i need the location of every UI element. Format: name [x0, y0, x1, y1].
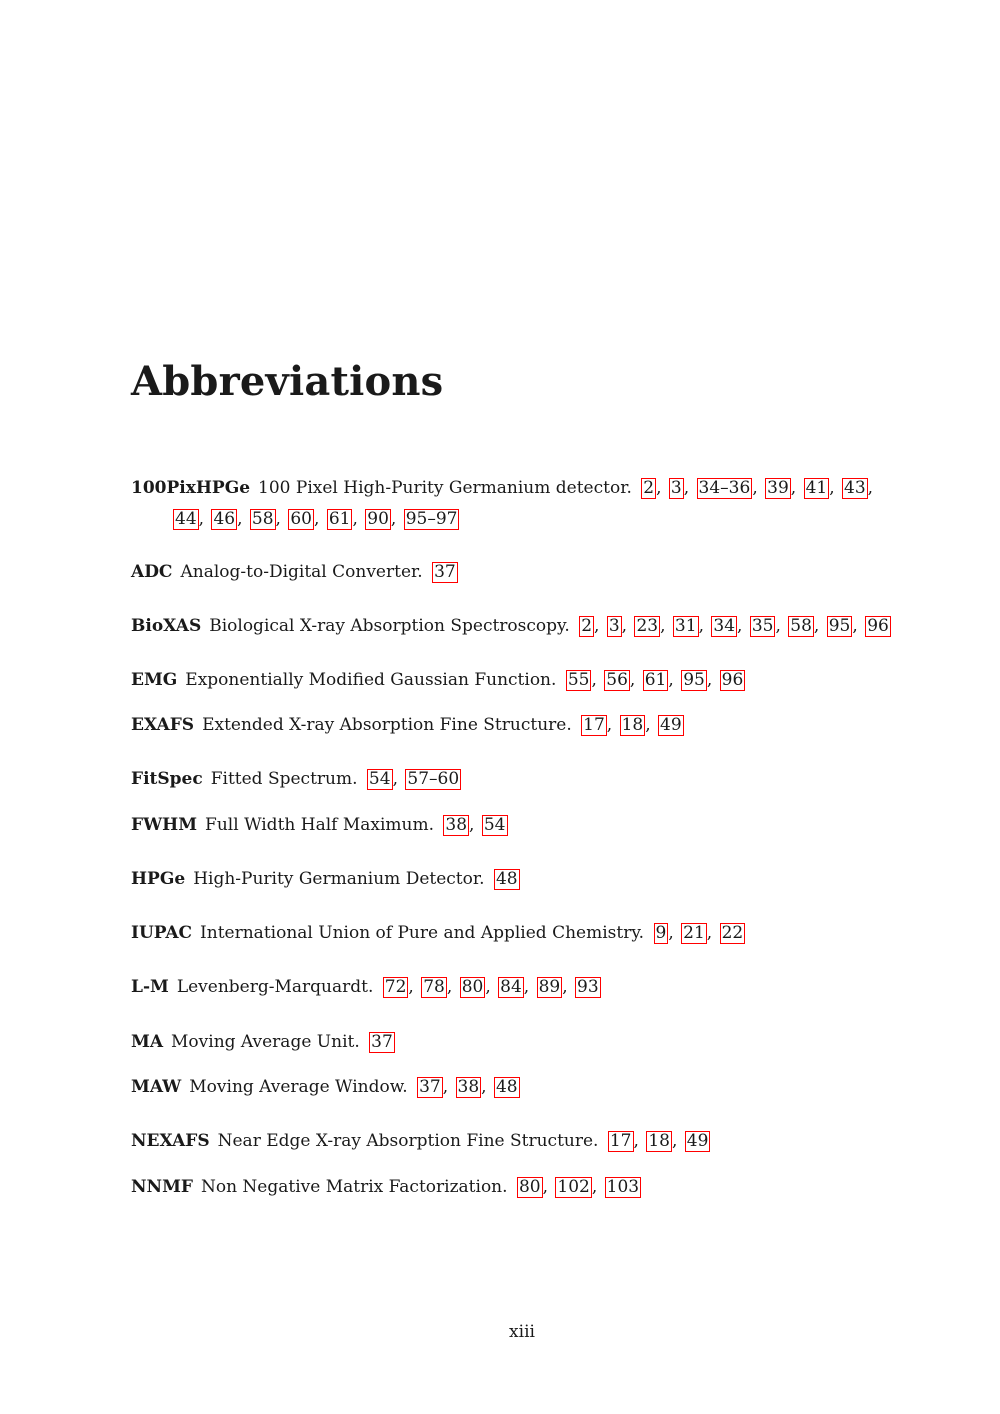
abbreviation-description: Biological X-ray Absorption Spectroscopy.	[209, 616, 570, 636]
reference-separator: ,	[523, 977, 530, 997]
abbreviation-term: NEXAFS	[131, 1131, 210, 1151]
reference-separator: ,	[594, 616, 600, 636]
page-reference-link[interactable]: 34–36	[698, 478, 751, 498]
page-reference-link[interactable]: 3	[608, 616, 620, 636]
reference-separator: ,	[852, 616, 858, 636]
abbreviation-description: Moving Average Window.	[189, 1077, 408, 1097]
abbreviation-description: High-Purity Germanium Detector.	[193, 869, 485, 889]
page-reference-link[interactable]: 22	[721, 923, 744, 943]
reference-separator: ,	[390, 509, 397, 529]
abbreviation-entry	[131, 972, 896, 1003]
abbreviation-term: FWHM	[131, 815, 198, 835]
page-reference-link[interactable]: 72	[384, 977, 407, 997]
reference-separator: ,	[275, 509, 281, 529]
page-reference-link[interactable]: 56	[606, 670, 628, 690]
abbreviation-term: MAW	[131, 1077, 182, 1097]
reference-separator: ,	[698, 616, 704, 636]
page-reference-link[interactable]: 103	[606, 1177, 640, 1197]
page-reference-link[interactable]: 39	[767, 478, 789, 498]
abbreviation-term: EXAFS	[131, 715, 195, 735]
page-reference-link[interactable]: 17	[583, 715, 605, 735]
reference-separator: ,	[668, 670, 674, 690]
abbreviation-description: 100 Pixel High-Purity Germanium detector.	[258, 478, 632, 498]
abbreviation-term: EMG	[131, 670, 178, 690]
page-reference-link[interactable]: 96	[721, 670, 744, 690]
page-reference-link[interactable]: 96	[867, 616, 889, 636]
reference-separator: ,	[237, 509, 243, 529]
page-reference-link[interactable]: 34	[713, 616, 736, 636]
chapter-title: Abbreviations	[131, 358, 444, 405]
page-reference-link[interactable]: 93	[577, 977, 599, 997]
abbreviation-term: 100PixHPGe	[131, 478, 251, 498]
reference-separator: ,	[775, 616, 781, 636]
page-reference-link[interactable]: 57–60	[407, 769, 460, 789]
reference-separator: ,	[591, 1177, 598, 1197]
abbreviation-entry	[131, 611, 896, 642]
reference-separator: ,	[706, 923, 713, 943]
reference-separator: ,	[813, 616, 820, 636]
abbreviation-description: Full Width Half Maximum.	[205, 815, 434, 835]
page-reference-link[interactable]: 49	[660, 715, 682, 735]
page-reference-link[interactable]: 61	[644, 670, 667, 690]
page-reference-link[interactable]: 54	[483, 815, 506, 835]
page-reference-link[interactable]: 90	[367, 509, 389, 529]
page-reference-link[interactable]: 37	[434, 562, 456, 582]
reference-separator: ,	[829, 478, 835, 498]
abbreviation-entry	[131, 810, 896, 841]
abbreviation-term: BioXAS	[131, 616, 202, 636]
reference-separator: ,	[621, 616, 628, 636]
reference-separator: ,	[683, 478, 690, 498]
abbreviation-term: IUPAC	[131, 923, 193, 943]
abbreviation-entry	[131, 665, 896, 696]
abbreviation-entry	[131, 473, 896, 535]
abbreviation-term: ADC	[131, 562, 173, 582]
page-number: xiii	[509, 1322, 535, 1342]
abbreviation-entry	[131, 1027, 896, 1058]
page-reference-link[interactable]: 60	[290, 509, 312, 529]
page-reference-link[interactable]: 31	[674, 616, 697, 636]
page-reference-link[interactable]: 84	[500, 977, 522, 997]
page-reference-link[interactable]: 95–97	[405, 509, 458, 529]
page-reference-link[interactable]: 89	[538, 977, 561, 997]
abbreviation-term: HPGe	[131, 869, 186, 889]
reference-separator: ,	[352, 509, 358, 529]
page-reference-link[interactable]: 43	[844, 478, 866, 498]
page-reference-link[interactable]: 38	[445, 815, 468, 835]
abbreviation-entry	[131, 557, 896, 588]
reference-separator: ,	[542, 1177, 548, 1197]
abbreviation-description: Levenberg-Marquardt.	[176, 977, 374, 997]
reference-separator: ,	[668, 923, 674, 943]
page-reference-link[interactable]: 48	[495, 869, 518, 889]
page-reference-link[interactable]: 55	[567, 670, 590, 690]
reference-separator: ,	[606, 715, 613, 735]
page-reference-link[interactable]: 2	[643, 478, 655, 498]
reference-separator: ,	[671, 1131, 678, 1151]
page-reference-link[interactable]: 95	[683, 670, 705, 690]
reference-separator: ,	[408, 977, 414, 997]
page-reference-link[interactable]: 80	[518, 1177, 541, 1197]
page-reference-link[interactable]: 46	[213, 509, 236, 529]
abbreviation-entry	[131, 1072, 896, 1103]
abbreviation-entry	[131, 710, 896, 741]
page-reference-link[interactable]: 41	[805, 478, 828, 498]
abbreviation-entry	[131, 1172, 896, 1203]
reference-separator: ,	[314, 509, 320, 529]
page-reference-link[interactable]: 48	[495, 1077, 518, 1097]
page-reference-link[interactable]: 80	[461, 977, 484, 997]
abbreviation-term: L-M	[131, 977, 169, 997]
abbreviation-entry	[131, 764, 896, 795]
abbreviation-description: Moving Average Unit.	[171, 1032, 360, 1052]
page-reference-link[interactable]: 23	[636, 616, 659, 636]
reference-separator: ,	[392, 769, 398, 789]
reference-separator: ,	[790, 478, 797, 498]
reference-separator: ,	[198, 509, 205, 529]
abbreviation-entry	[131, 1126, 896, 1157]
page-reference-link[interactable]: 9	[655, 923, 667, 943]
reference-separator: ,	[752, 478, 758, 498]
page-reference-link[interactable]: 58	[790, 616, 812, 636]
reference-separator: ,	[656, 478, 662, 498]
page-reference-link[interactable]: 44	[175, 509, 197, 529]
page-reference-link[interactable]: 38	[457, 1077, 480, 1097]
page-reference-link[interactable]: 37	[419, 1077, 441, 1097]
reference-separator: ,	[706, 670, 713, 690]
reference-separator: ,	[660, 616, 666, 636]
page-reference-link[interactable]: 3	[670, 478, 682, 498]
page-reference-link[interactable]: 2	[581, 616, 593, 636]
page-reference-link[interactable]: 35	[751, 616, 774, 636]
reference-separator: ,	[446, 977, 453, 997]
abbreviation-term: MA	[131, 1032, 164, 1052]
abbreviation-description: International Union of Pure and Applied Chemistry.	[200, 923, 645, 943]
page-reference-link[interactable]: 95	[828, 616, 851, 636]
reference-separator: ,	[633, 1131, 639, 1151]
page-reference-link[interactable]: 78	[423, 977, 445, 997]
abbreviation-entry	[131, 864, 896, 895]
abbreviation-description: Extended X-ray Absorption Fine Structure.	[202, 715, 572, 735]
reference-separator: ,	[867, 478, 874, 498]
abbreviation-entry	[131, 918, 896, 949]
page-reference-link[interactable]: 61	[328, 509, 351, 529]
reference-separator: ,	[485, 977, 491, 997]
page-reference-link[interactable]: 17	[609, 1131, 632, 1151]
page-reference-link[interactable]: 58	[251, 509, 274, 529]
abbreviation-description: Fitted Spectrum.	[210, 769, 358, 789]
reference-separator: ,	[469, 815, 475, 835]
reference-separator: ,	[562, 977, 568, 997]
abbreviation-term: NNMF	[131, 1177, 193, 1197]
reference-separator: ,	[442, 1077, 449, 1097]
page-reference-link[interactable]: 18	[648, 1131, 670, 1151]
page-reference-link[interactable]: 21	[683, 923, 705, 943]
page-reference-link[interactable]: 54	[368, 769, 391, 789]
page-reference-link[interactable]: 49	[686, 1131, 709, 1151]
reference-separator: ,	[481, 1077, 487, 1097]
reference-separator: ,	[645, 715, 651, 735]
reference-separator: ,	[737, 616, 743, 636]
abbreviation-description: Exponentially Modified Gaussian Function.	[185, 670, 557, 690]
abbreviation-description: Analog-to-Digital Converter.	[180, 562, 423, 582]
reference-separator: ,	[591, 670, 597, 690]
page-reference-link[interactable]: 18	[621, 715, 644, 735]
reference-separator: ,	[629, 670, 636, 690]
abbreviation-description: Non Negative Matrix Factorization.	[200, 1177, 508, 1197]
abbreviation-description: Near Edge X-ray Absorption Fine Structure.	[217, 1131, 599, 1151]
page-reference-link[interactable]: 37	[371, 1032, 393, 1052]
page-reference-link[interactable]: 102	[557, 1177, 590, 1197]
abbreviation-term: FitSpec	[131, 769, 203, 789]
